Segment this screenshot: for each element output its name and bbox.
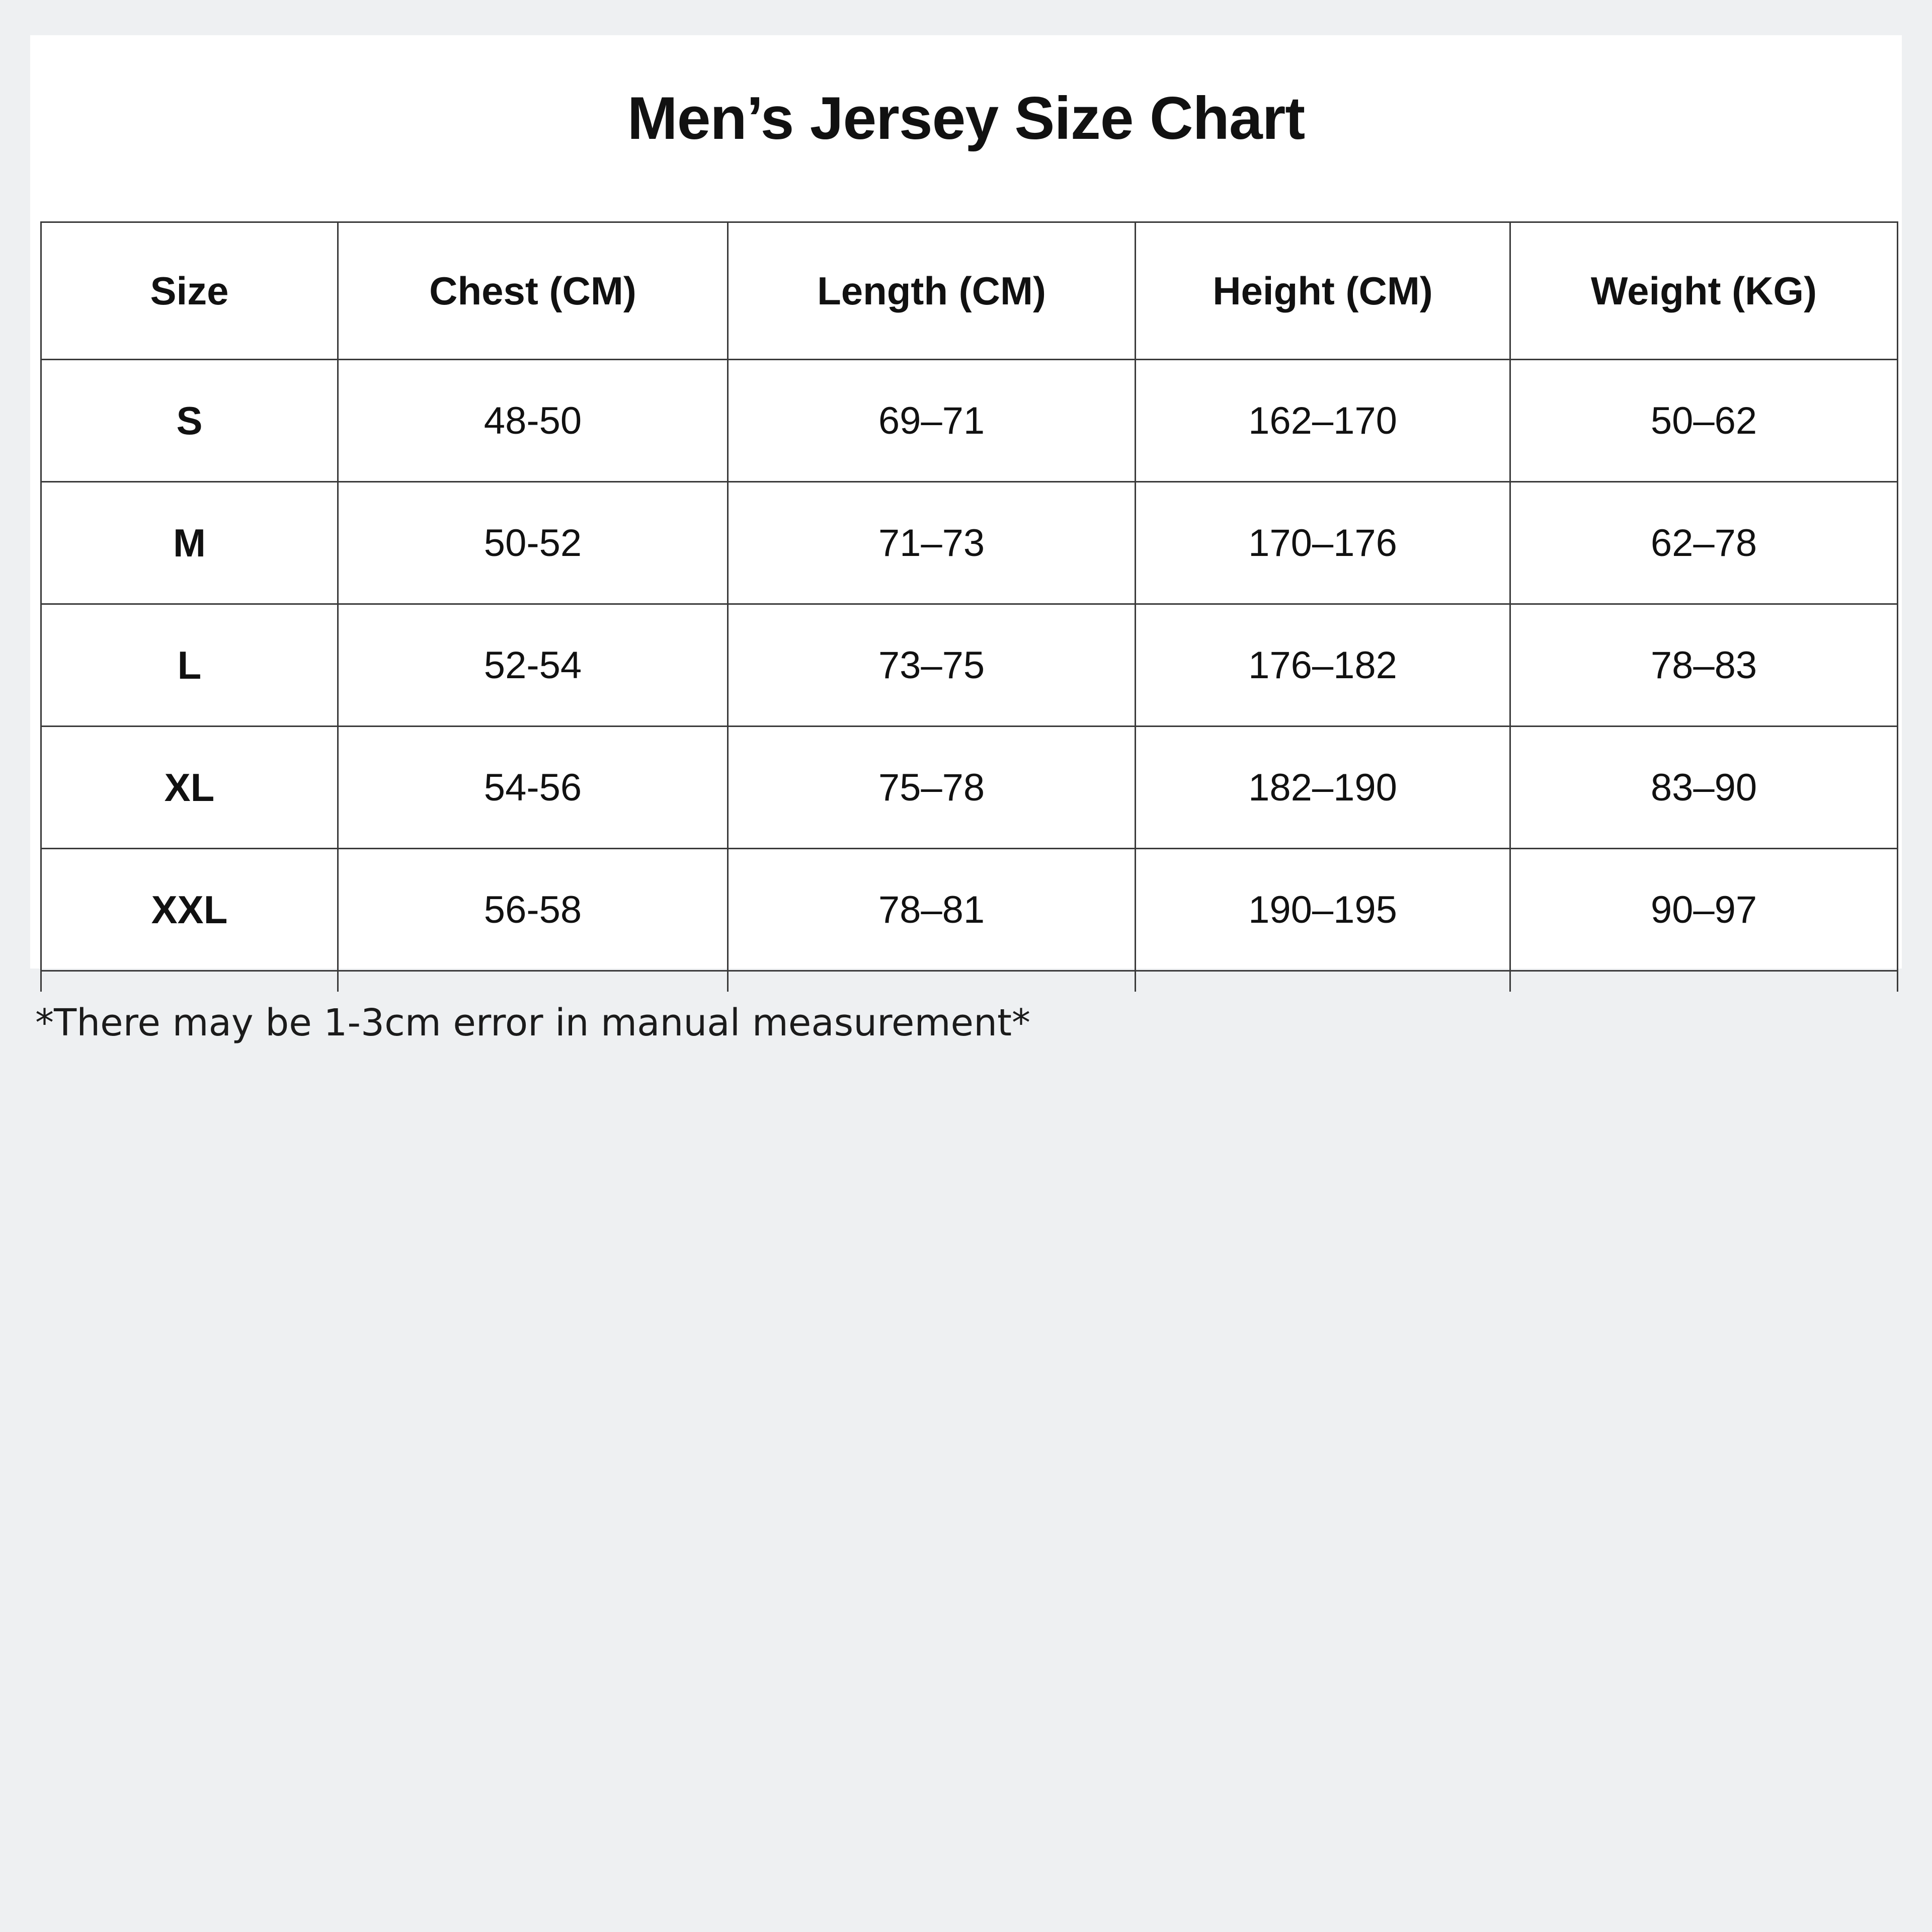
- measurement-note: *There may be 1-3cm error in manual measurement*: [35, 1001, 1030, 1044]
- cell-size: L: [41, 604, 338, 727]
- cell-weight: 83–90: [1510, 727, 1898, 849]
- spacer-cell: [728, 971, 1136, 992]
- cell-chest: 52-54: [338, 604, 728, 727]
- cell-weight: 62–78: [1510, 482, 1898, 604]
- column-header-weight: Weight (KG): [1510, 222, 1898, 360]
- table-row: [41, 482, 1898, 604]
- size-chart-table: [40, 221, 1898, 992]
- table-header-row: [41, 222, 1898, 360]
- size-table-wrapper: [40, 221, 1897, 992]
- spacer-cell: [1136, 971, 1510, 992]
- table-row: [41, 727, 1898, 849]
- page-title: Men’s Jersey Size Chart: [627, 85, 1305, 152]
- cell-size: S: [41, 360, 338, 482]
- table-row: [41, 604, 1898, 727]
- cell-chest: 56-58: [338, 849, 728, 971]
- column-header-size: Size: [41, 222, 338, 360]
- cell-height: 190–195: [1136, 849, 1510, 971]
- cell-length: 73–75: [728, 604, 1136, 727]
- cell-size: XXL: [41, 849, 338, 971]
- spacer-cell: [338, 971, 728, 992]
- cell-length: 78–81: [728, 849, 1136, 971]
- size-chart-card: [30, 35, 1902, 969]
- column-header-length: Length (CM): [728, 222, 1136, 360]
- cell-height: 170–176: [1136, 482, 1510, 604]
- cell-chest: 48-50: [338, 360, 728, 482]
- cell-weight: 50–62: [1510, 360, 1898, 482]
- cell-chest: 54-56: [338, 727, 728, 849]
- cell-length: 71–73: [728, 482, 1136, 604]
- cell-height: 182–190: [1136, 727, 1510, 849]
- cell-length: 75–78: [728, 727, 1136, 849]
- column-header-chest: Chest (CM): [338, 222, 728, 360]
- cell-size: XL: [41, 727, 338, 849]
- spacer-cell: [1510, 971, 1898, 992]
- cell-length: 69–71: [728, 360, 1136, 482]
- table-row: [41, 849, 1898, 971]
- cell-size: M: [41, 482, 338, 604]
- spacer-cell: [41, 971, 338, 992]
- cell-height: 176–182: [1136, 604, 1510, 727]
- table-bottom-spacer-row: [41, 971, 1898, 992]
- table-row: [41, 360, 1898, 482]
- cell-chest: 50-52: [338, 482, 728, 604]
- cell-weight: 78–83: [1510, 604, 1898, 727]
- cell-height: 162–170: [1136, 360, 1510, 482]
- cell-weight: 90–97: [1510, 849, 1898, 971]
- column-header-height: Height (CM): [1136, 222, 1510, 360]
